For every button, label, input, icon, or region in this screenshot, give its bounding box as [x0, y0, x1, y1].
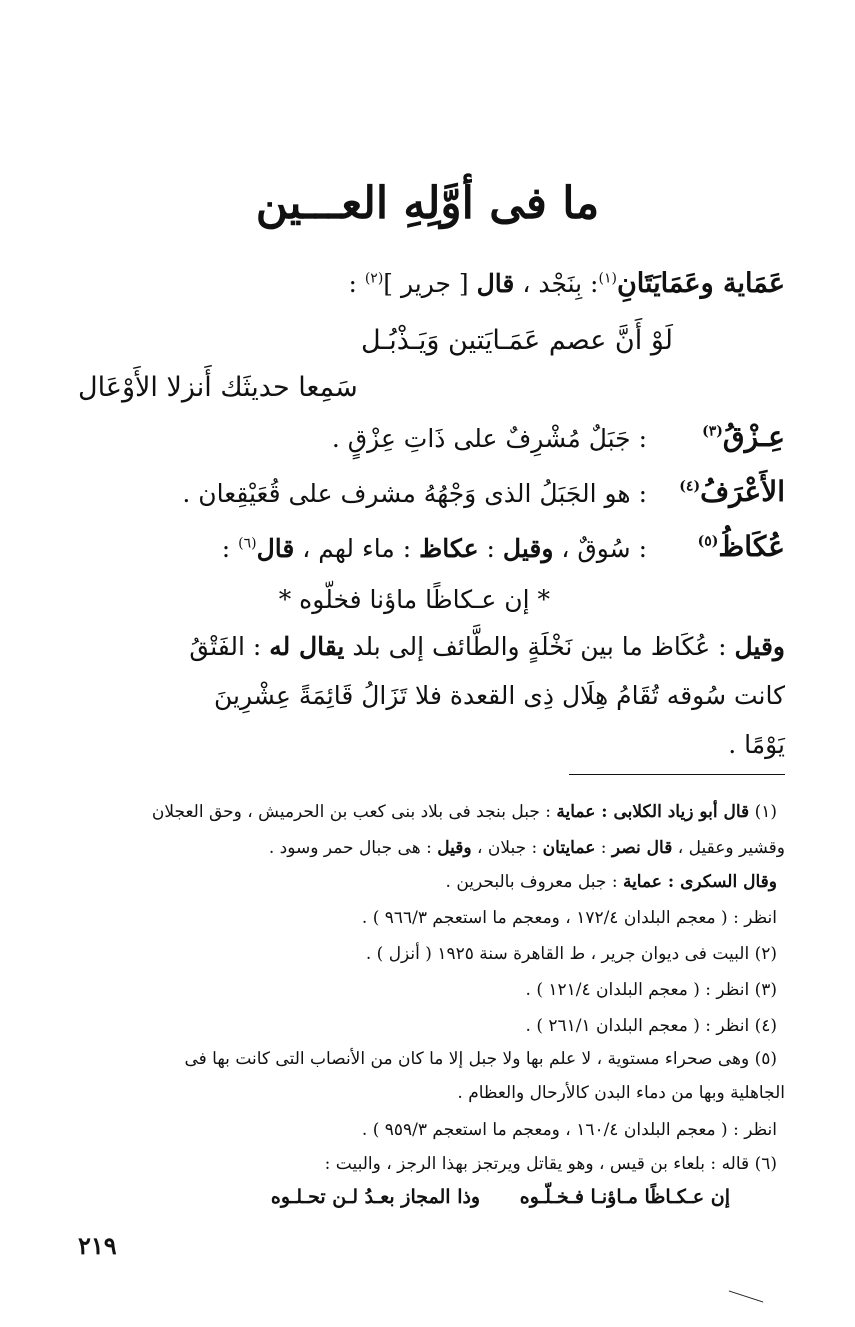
- footnote-1-line-1: [152, 802, 777, 822]
- entry-aaraf-text: : هو الجَبَلُ الذى وَجْهُهُ مشرف على قُعَيْقِعان .: [182, 479, 647, 508]
- footnote-1-bold-5: وقال السكرى : عماية: [622, 872, 777, 892]
- entry-okaz-okaz: عكاظ: [419, 534, 479, 563]
- paragraph-line-1: [189, 632, 785, 661]
- footnote-5-line-3: انظر : ( معجم البلدان ١٦٠/٤ ، ومعجم ما استعجم ٩٥٩/٣ ) .: [361, 1120, 777, 1140]
- entry-aaraf-word: الأَعْرَفُ: [700, 475, 785, 508]
- entry-okaz-colon: :: [221, 534, 239, 563]
- footnote-1-line-2: [269, 838, 785, 858]
- footnote-1-bold-3: عمايتان: [542, 838, 596, 858]
- paragraph-yuqal: يقال له: [269, 632, 345, 661]
- entry-amaya-head: عَمَاية وعَمَايَتَانِ: [616, 268, 785, 299]
- footnote-ref-3: (٣): [702, 423, 723, 440]
- page-number: ٢١٩: [78, 1231, 117, 1260]
- entry-irq-head: [702, 420, 785, 453]
- paragraph-qil: وقيل: [734, 632, 785, 661]
- footnote-1-text-5: : هى جبال حمر وسود .: [268, 838, 438, 858]
- footnote-6-line-1: (٦) قاله : بلعاء بن قيس ، وهو يقاتل ويرتجز بهذا الرجز ، والبيت :: [324, 1154, 777, 1174]
- entry-irq-word: عِـزْقُ: [722, 420, 785, 453]
- entry-amaya: [348, 268, 785, 299]
- footnote-3: (٣) انظر : ( معجم البلدان ١٢١/٤ ) .: [525, 980, 777, 1000]
- verse-line-3: * إن عـكاظًا ماؤنا فخلّوه *: [278, 585, 550, 614]
- footnote-1-text-6: : جبل معروف بالبحرين .: [445, 872, 623, 892]
- entry-amaya-text-b: [ جرير ]: [383, 269, 477, 298]
- footnote-1-text-4: : جبلان ،: [471, 838, 543, 858]
- verse-line-1: لَوْ أَنَّ عصم عَمَـايَتين وَيَـذْبُـل: [360, 325, 673, 356]
- paragraph-text-a: : عُكَاظ ما بين نَخْلَةٍ والطَّائف إلى بلد: [344, 632, 735, 661]
- entry-okaz-text-c: : ماء لهم ،: [294, 534, 420, 563]
- entry-okaz-text: [222, 534, 647, 563]
- footnote-ref-6: (٦): [238, 535, 257, 552]
- paragraph-line-2: كانت سُوقه تُقَامُ هِلَال ذِى القعدة فلا تَزَالُ قَائِمَةً عِشْرِينَ: [213, 681, 785, 710]
- paragraph-text-b: : الفَتْقُ: [189, 632, 270, 661]
- entry-okaz-text-b: :: [478, 534, 503, 563]
- footnote-1-text-2: وقشير وعقيل ،: [672, 838, 785, 858]
- entry-okaz-text-a: : سُوقٌ ،: [553, 534, 647, 563]
- entry-okaz-head: [698, 530, 785, 563]
- footnote-ref-5: (٥): [697, 533, 719, 550]
- entry-okaz-qal: قال: [256, 534, 295, 563]
- footnote-1-line-4: انظر : ( معجم البلدان ١٧٢/٤ ، ومعجم ما استعجم ٩٦٦/٣ ) .: [361, 908, 777, 928]
- footnote-2: (٢) البيت فى ديوان جرير ، ط القاهرة سنة ١٩٢٥ ( أنزل ) .: [365, 944, 777, 964]
- footnote-1-bold-1: قال أبو زياد الكلابى : عماية: [556, 802, 750, 822]
- footnote-6-verse: إن عـكـاظًا مـاؤنـا فـخـلّـوه وذا المجاز بعـدُ لـن تحـلـوه: [270, 1186, 730, 1208]
- footnote-5-line-2: الجاهلية وبها من دماء البدن كالأرحال والعظام .: [457, 1083, 785, 1103]
- paragraph-line-3: يَوْمًا .: [728, 730, 785, 759]
- footnote-1-text-1: : جبل بنجد فى بلاد بنى كعب بن الحرميش ، وحق العجلان: [151, 802, 557, 822]
- footnote-1-line-3: [446, 872, 777, 892]
- entry-amaya-text-a: : بِنَجْد ،: [514, 269, 599, 298]
- verse-line-2: سَمِعا حديثَك أَنزلا الأَوْعَال: [78, 372, 358, 403]
- footnote-4: (٤) انظر : ( معجم البلدان ٢٦١/١ ) .: [525, 1016, 777, 1036]
- footnote-5-line-1: (٥) وهى صحراء مستوية ، لا علم بها ولا جبل إلا ما كان من الأنصاب التى كانت بها فى: [184, 1049, 777, 1069]
- entry-aaraf-head: [679, 475, 785, 508]
- scan-mark: [729, 1290, 764, 1302]
- entry-okaz-word: عُكَاظُ: [718, 530, 785, 563]
- entry-amaya-qal: قال: [476, 269, 515, 298]
- footnote-ref-4: (٤): [679, 478, 701, 495]
- footnote-ref-1: (١): [598, 270, 617, 287]
- footnote-1-num: (١): [749, 802, 777, 822]
- footnote-1-bold-2: قال نصر: [611, 838, 673, 858]
- entry-irq-text: : جَبَلٌ مُشْرِفٌ على ذَاتِ عِزْقٍ .: [331, 424, 647, 453]
- footnote-1-text-3: :: [595, 838, 612, 858]
- entry-okaz-qil: وقيل: [502, 534, 554, 563]
- footnote-1-bold-4: وقيل: [437, 838, 472, 858]
- entry-amaya-colon: :: [348, 269, 365, 298]
- page-title: ما فى أوَّلِهِ العـــين: [255, 178, 600, 229]
- footnote-separator: [569, 774, 785, 775]
- footnote-ref-2: (٢): [364, 270, 384, 287]
